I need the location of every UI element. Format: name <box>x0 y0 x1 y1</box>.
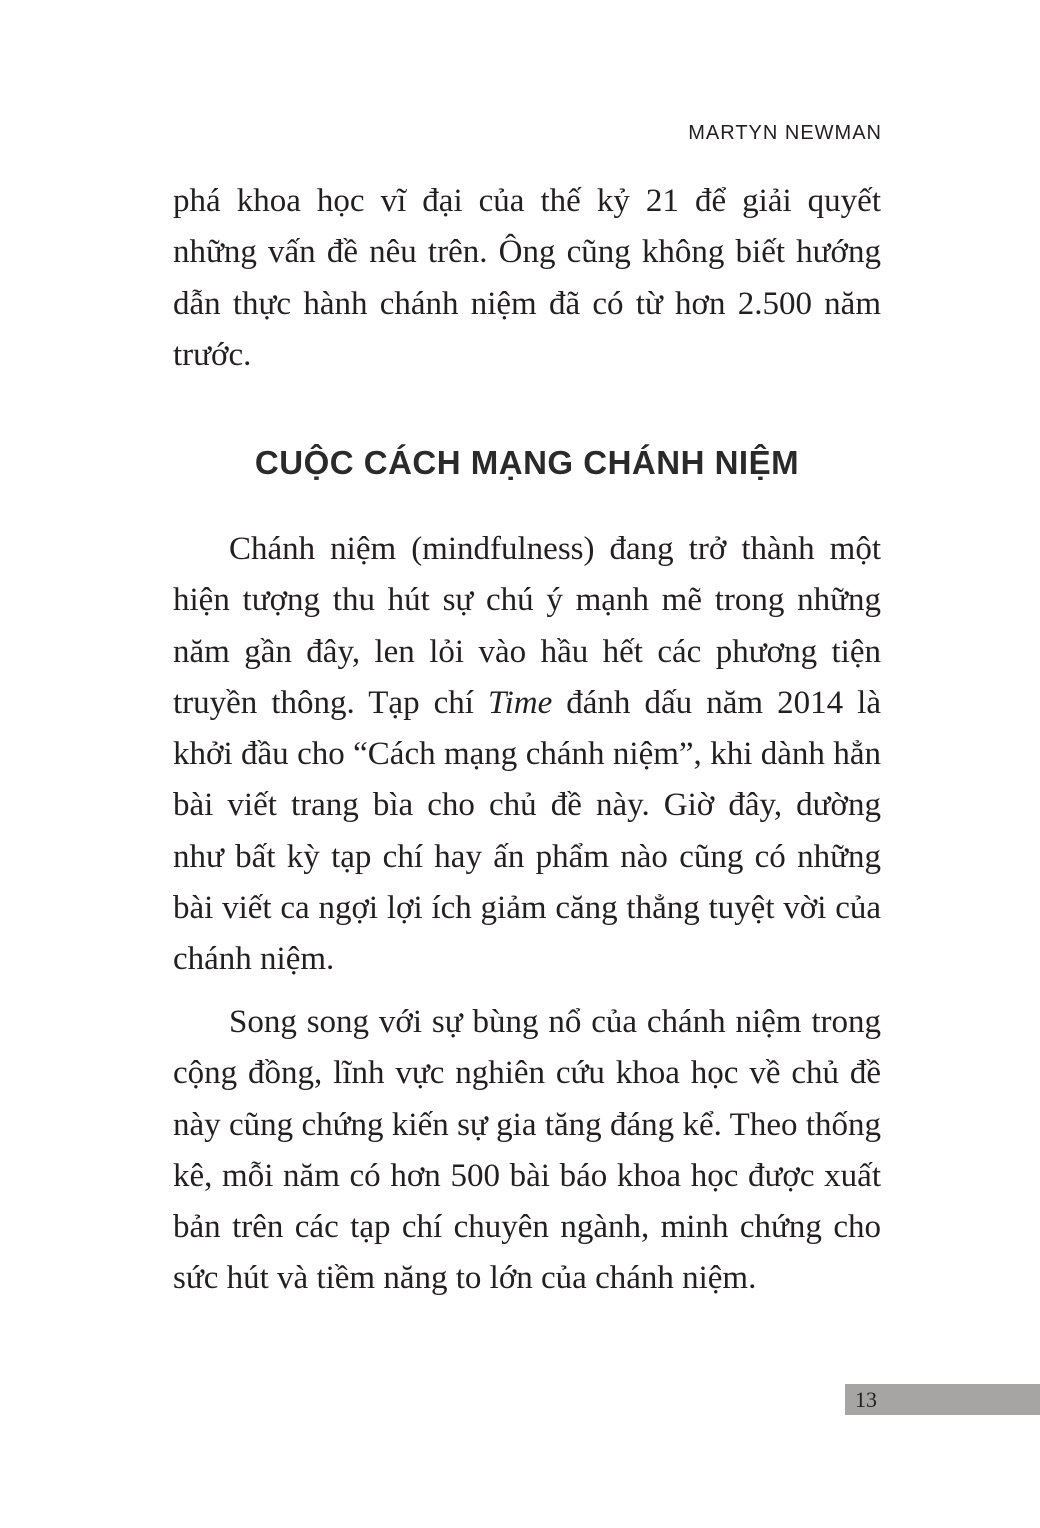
page-number: 13 <box>855 1387 877 1412</box>
paragraph-research: Song song với sự bùng nổ của chánh niệm trong cộng đồng, lĩnh vực nghiên cứu khoa học về chủ đề này cũng chứng kiến sự gia tăng đáng kể. Theo thống kê, mỗi năm có hơn 500 bài báo khoa học được xuất bản trên các tạp chí chuyên ngành, minh chứng cho sức hút và tiềm năng to lớn của chánh niệm. <box>173 1004 881 1297</box>
page-number-bar <box>845 1384 1040 1415</box>
paragraph-continued: phá khoa học vĩ đại của thế kỷ 21 để giải quyết những vấn đề nêu trên. Ông cũng không biết hướng dẫn thực hành chánh niệm đã có từ hơn 2.500 năm trước. <box>173 183 881 373</box>
running-head-author: MARTYN NEWMAN <box>688 122 882 144</box>
magazine-title: Time <box>488 684 553 721</box>
paragraph-mindfulness-intro <box>173 524 881 986</box>
section-heading: CUỘC CÁCH MẠNG CHÁNH NIỆM <box>254 444 800 481</box>
paragraph-2-text-before: Chánh niệm (mindfulness) đang trở thành một hiện tượng thu hút sự chú ý mạnh mẽ trong những năm gần đây, len lỏi vào hầu hết các phương tiện truyền thông. Tạp chí <box>173 531 881 721</box>
paragraph-2-text-after: đánh dấu năm 2014 là khởi đầu cho “Cách mạng chánh niệm”, khi dành hẳn bài viết trang bìa cho chủ đề này. Giờ đây, dường như bất kỳ tạp chí hay ấn phẩm nào cũng có những bài viết ca ngợi lợi ích giảm căng thẳng tuyệt vời của chánh niệm. <box>173 684 881 978</box>
